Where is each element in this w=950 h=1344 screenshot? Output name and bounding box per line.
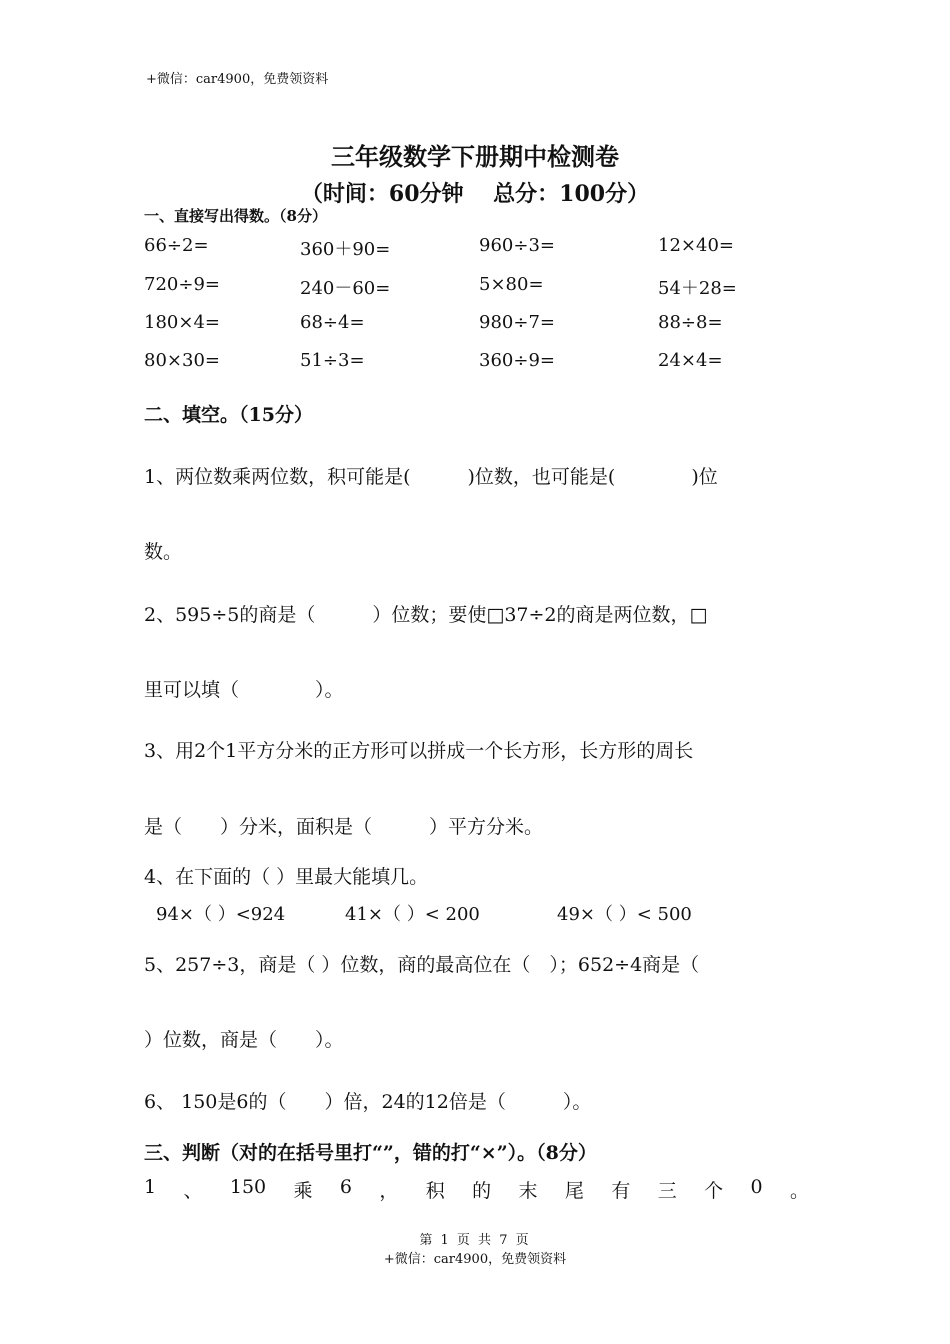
question-4-item: 41×（ ）< 200 bbox=[345, 904, 480, 925]
calc-item: 68÷4= bbox=[300, 312, 365, 333]
question-4-item: 94×（ ）<924 bbox=[156, 904, 286, 925]
question-1-line2: 数。 bbox=[144, 541, 183, 563]
judge-char: ， bbox=[379, 1180, 399, 1202]
question-5-line2: ）位数，商是（ ）。 bbox=[144, 1029, 344, 1051]
question-2-line2: 里可以填（ ）。 bbox=[144, 679, 344, 701]
page-title: 三年级数学下册期中检测卷 bbox=[331, 142, 619, 171]
calc-item: 180×4= bbox=[144, 312, 220, 333]
calc-item: 980÷7= bbox=[479, 312, 555, 333]
judge-char: 有 bbox=[611, 1180, 631, 1202]
calc-item: 720÷9= bbox=[144, 274, 220, 295]
judge-char: 6 bbox=[339, 1176, 352, 1198]
judge-char: 乘 bbox=[293, 1180, 313, 1202]
calc-item: 54＋28= bbox=[658, 278, 737, 299]
calc-item: 51÷3= bbox=[300, 350, 365, 371]
judge-char: 。 bbox=[789, 1180, 809, 1202]
footer-note: +微信：car4900，免费领资料 bbox=[383, 1252, 567, 1267]
section2-heading: 二、填空。（15分） bbox=[144, 404, 313, 426]
question-2-line1: 2、595÷5的商是（ ）位数；要使□37÷2的商是两位数，□ bbox=[144, 604, 708, 626]
judge-char: 三 bbox=[657, 1180, 677, 1202]
judge-char: 的 bbox=[472, 1180, 492, 1202]
calc-item: 66÷2= bbox=[144, 235, 209, 256]
calc-item: 24×4= bbox=[658, 350, 723, 371]
judge-char: 积 bbox=[425, 1180, 445, 1202]
header-note: +微信：car4900，免费领资料 bbox=[146, 72, 329, 87]
question-6-line1: 6、 150是6的（ ）倍，24的12倍是（ ）。 bbox=[144, 1091, 592, 1113]
question-4-item: 49×（ ）< 500 bbox=[557, 904, 692, 925]
calc-item: 240－60= bbox=[300, 278, 391, 299]
page-subtitle: （时间：60分钟 总分：100分） bbox=[300, 181, 650, 207]
question-5-line1: 5、257÷3，商是（ ）位数，商的最高位在（ ）；652÷4商是（ bbox=[144, 954, 700, 976]
question-3-line2: 是（ ）分米，面积是（ ）平方分米。 bbox=[144, 816, 544, 838]
calc-item: 960÷3= bbox=[479, 235, 555, 256]
question-3-line1: 3、用2个1平方分米的正方形可以拼成一个长方形，长方形的周长 bbox=[144, 740, 694, 762]
judge-char: 个 bbox=[704, 1180, 724, 1202]
question-1-line1: 1、两位数乘两位数，积可能是( )位数，也可能是( )位 bbox=[144, 466, 718, 488]
calc-item: 88÷8= bbox=[658, 312, 723, 333]
question-4-line1: 4、在下面的（ ）里最大能填几。 bbox=[144, 866, 429, 888]
calc-item: 80×30= bbox=[144, 350, 220, 371]
calc-item: 12×40= bbox=[658, 235, 734, 256]
judge-char: 1 bbox=[144, 1176, 157, 1198]
judge-question-1 bbox=[144, 1176, 809, 1203]
calc-item: 5×80= bbox=[479, 274, 544, 295]
judge-char: 尾 bbox=[564, 1180, 584, 1202]
section1-heading: 一、直接写出得数。（8分） bbox=[144, 207, 327, 225]
page-number: 第 1 页 共 7 页 bbox=[419, 1233, 531, 1248]
calc-item: 360÷9= bbox=[479, 350, 555, 371]
judge-char: 末 bbox=[518, 1180, 538, 1202]
judge-char: 、 bbox=[183, 1180, 203, 1202]
judge-char: 150 bbox=[229, 1176, 267, 1198]
section3-heading: 三、判断（对的在括号里打“”，错的打“×”）。（8分） bbox=[144, 1142, 597, 1164]
judge-char: 0 bbox=[750, 1176, 763, 1198]
calc-item: 360＋90= bbox=[300, 239, 391, 260]
